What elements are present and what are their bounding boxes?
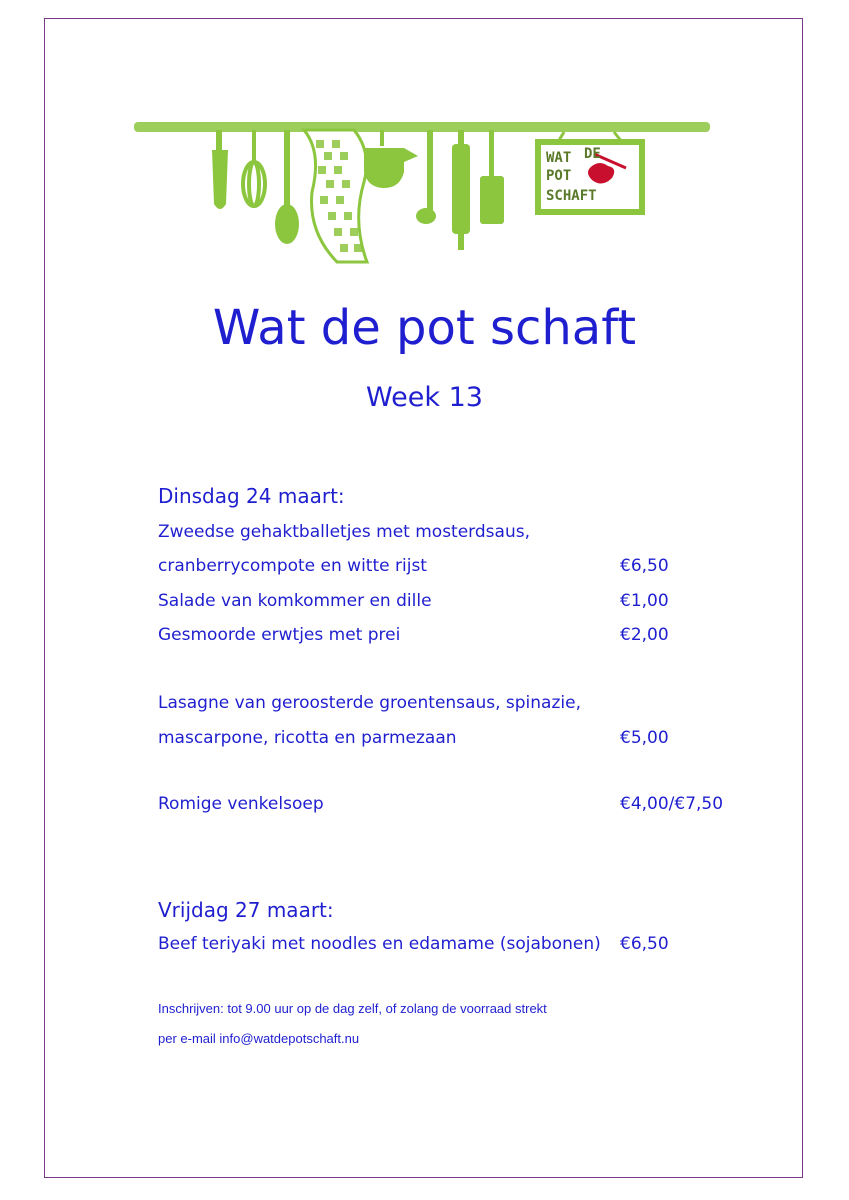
friday-dish1-price: €6,50 — [620, 934, 669, 954]
tuesday-dish4-line2: mascarpone, ricotta en parmezaan — [158, 728, 457, 748]
tuesday-dish1-price: €6,50 — [620, 556, 669, 576]
tuesday-heading: Dinsdag 24 maart: — [158, 484, 345, 508]
tuesday-dish5: Romige venkelsoep — [158, 794, 324, 814]
logo-text-de: DE — [584, 146, 601, 162]
spoon-icon — [275, 130, 299, 244]
tuesday-dish1-line2: cranberrycompote en witte rijst — [158, 556, 427, 576]
tuesday-dish2-price: €1,00 — [620, 591, 669, 611]
knife-icon — [212, 130, 228, 209]
pitcher-icon — [364, 130, 418, 188]
page-title: Wat de pot schaft — [212, 300, 637, 356]
friday-heading: Vrijdag 27 maart: — [158, 898, 334, 922]
signup-instructions: Inschrijven: tot 9.00 uur op de dag zelf, of zolang de voorraad strekt — [158, 1001, 547, 1016]
tuesday-dish1-line1: Zweedse gehaktballetjes met mosterdsaus, — [158, 522, 530, 542]
friday-dish1: Beef teriyaki met noodles en edamame (sojabonen) — [158, 934, 601, 954]
towel-icon — [304, 130, 367, 262]
signup-email: per e-mail info@watdepotschaft.nu — [158, 1031, 360, 1046]
tuesday-dish3: Gesmoorde erwtjes met prei — [158, 625, 401, 645]
ladle-icon — [416, 130, 436, 224]
whisk-icon — [243, 130, 265, 206]
week-subtitle: Week 13 — [366, 382, 483, 413]
spatula-icon — [480, 130, 504, 224]
logo-sign — [538, 132, 642, 212]
logo-text-pot: POT — [546, 168, 572, 184]
tuesday-dish3-price: €2,00 — [620, 625, 669, 645]
tuesday-dish4-line1: Lasagne van geroosterde groentensaus, spinazie, — [158, 693, 581, 713]
logo-text-schaft: SCHAFT — [546, 188, 597, 204]
rolling-pin-icon — [452, 130, 470, 250]
tuesday-dish5-price: €4,00/€7,50 — [620, 794, 724, 814]
tuesday-dish4-price: €5,00 — [620, 728, 669, 748]
tuesday-dish2: Salade van komkommer en dille — [158, 591, 432, 611]
logo-text-wat: WAT — [546, 150, 572, 166]
kitchen-utensils-banner — [132, 112, 712, 272]
